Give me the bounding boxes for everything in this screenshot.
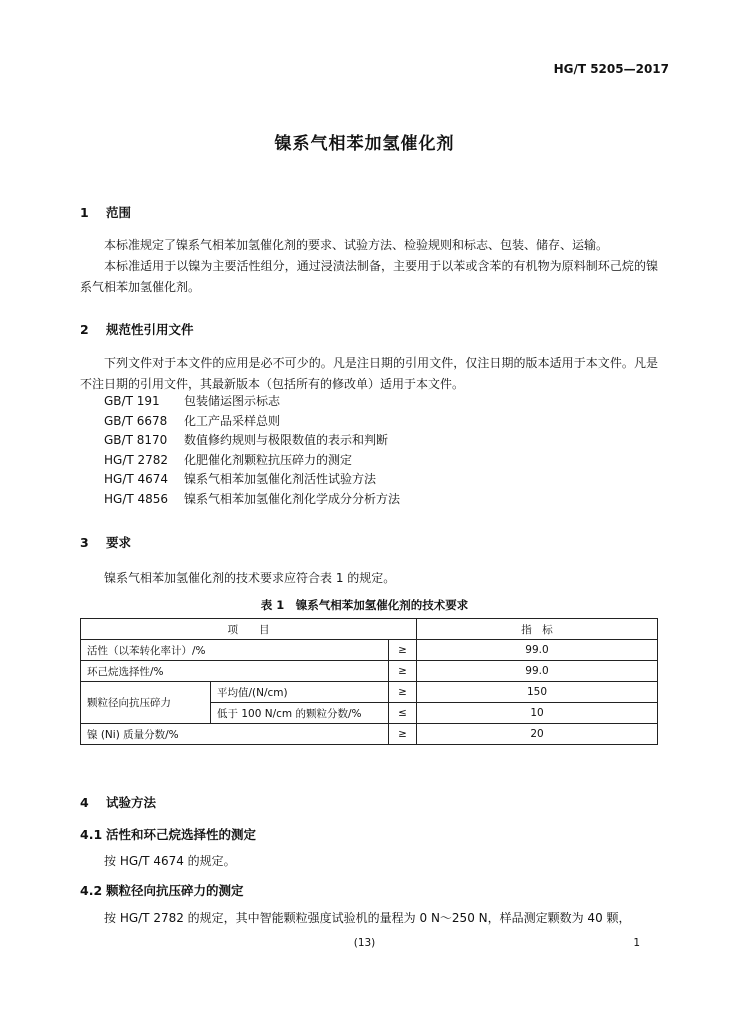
reference-item xyxy=(104,431,400,451)
row-value: 99.0 xyxy=(417,640,658,661)
table-header-row xyxy=(81,619,658,640)
reference-title: 镍系气相苯加氢催化剂化学成分分析方法 xyxy=(184,491,401,506)
section-1-paragraph-2: 本标准适用于以镍为主要活性组分，通过浸渍法制备，主要用于以苯或含苯的有机物为原料制环己烷的镍系气相苯加氢催化剂。 xyxy=(80,259,658,294)
section-title: 范围 xyxy=(106,205,132,220)
row-sublabel: 平均值/(N/cm) xyxy=(211,682,389,703)
row-symbol: ≥ xyxy=(389,724,417,745)
section-title: 活性和环己烷选择性的测定 xyxy=(106,827,257,842)
section-4-1-heading xyxy=(80,825,256,843)
row-symbol: ≥ xyxy=(389,661,417,682)
row-symbol: ≥ xyxy=(389,682,417,703)
reference-item xyxy=(104,392,400,412)
section-number: 4 xyxy=(80,795,89,810)
page-number: 1 xyxy=(633,937,640,949)
reference-title: 数值修约规则与极限数值的表示和判断 xyxy=(184,433,389,447)
header-item: 项 目 xyxy=(81,619,417,640)
row-group-label: 颗粒径向抗压碎力 xyxy=(81,682,211,724)
section-1-paragraph-1: 本标准规定了镍系气相苯加氢催化剂的要求、试验方法、检验规则和标志、包装、储存、运输。 xyxy=(104,238,609,252)
section-title: 试验方法 xyxy=(106,795,157,810)
reference-title: 化肥催化剂颗粒抗压碎力的测定 xyxy=(184,452,353,467)
section-4-heading xyxy=(80,793,156,811)
reference-code: HG/T 4856 xyxy=(104,491,169,506)
reference-title: 包装储运图示标志 xyxy=(184,394,281,408)
section-4-2-paragraph: 按 HG/T 2782 的规定，其中智能颗粒强度试验机的量程为 0 N～250 N，样品测定颗数为 40 颗， xyxy=(104,911,631,925)
table-row xyxy=(81,724,658,745)
reference-code: HG/T 4674 xyxy=(104,472,169,486)
page-bracket-number: (13) xyxy=(353,937,376,949)
reference-item xyxy=(104,451,400,471)
reference-item xyxy=(104,412,400,432)
requirements-table xyxy=(80,618,658,745)
section-title: 规范性引用文件 xyxy=(106,322,194,337)
row-symbol: ≥ xyxy=(389,640,417,661)
row-label: 环己烷选择性/% xyxy=(81,661,389,682)
row-label: 活性（以苯转化率计）/% xyxy=(81,640,389,661)
section-number: 2 xyxy=(80,322,89,337)
table-row xyxy=(81,661,658,682)
row-value: 150 xyxy=(417,682,658,703)
reference-title: 镍系气相苯加氢催化剂活性试验方法 xyxy=(184,472,377,486)
table-row xyxy=(81,682,658,703)
section-1-heading xyxy=(80,203,131,221)
row-value: 20 xyxy=(417,724,658,745)
section-number: 4.1 xyxy=(80,827,103,842)
section-2-paragraph-1: 下列文件对于本文件的应用是必不可少的。凡是注日期的引用文件，仅注日期的版本适用于本文件。凡是不注日期的引用文件，其最新版本（包括所有的修改单）适用于本文件。 xyxy=(80,356,658,391)
standard-code: HG/T 5205—2017 xyxy=(553,62,669,76)
section-number: 3 xyxy=(80,535,89,550)
row-label: 镍 (Ni) 质量分数/% xyxy=(81,724,389,745)
reference-code: GB/T 6678 xyxy=(104,413,168,428)
reference-code: GB/T 8170 xyxy=(104,433,168,447)
row-symbol: ≤ xyxy=(389,703,417,724)
section-title: 颗粒径向抗压碎力的测定 xyxy=(106,883,244,898)
section-4-2-heading xyxy=(80,881,244,899)
reference-code: GB/T 191 xyxy=(104,394,160,408)
section-number: 1 xyxy=(80,205,89,220)
section-title: 要求 xyxy=(106,535,132,550)
reference-list xyxy=(104,392,400,509)
section-2-heading xyxy=(80,320,194,338)
reference-code: HG/T 2782 xyxy=(104,452,169,467)
section-number: 4.2 xyxy=(80,883,103,898)
row-value: 10 xyxy=(417,703,658,724)
table-caption: 表 1 镍系气相苯加氢催化剂的技术要求 xyxy=(260,598,469,612)
section-4-1-paragraph: 按 HG/T 4674 的规定。 xyxy=(104,854,236,868)
document-title: 镍系气相苯加氢催化剂 xyxy=(274,134,455,154)
reference-title: 化工产品采样总则 xyxy=(184,413,281,428)
reference-item xyxy=(104,490,400,510)
reference-item xyxy=(104,470,400,490)
header-value: 指 标 xyxy=(417,619,658,640)
row-value: 99.0 xyxy=(417,661,658,682)
row-sublabel: 低于 100 N/cm 的颗粒分数/% xyxy=(211,703,389,724)
section-3-paragraph-1: 镍系气相苯加氢催化剂的技术要求应符合表 1 的规定。 xyxy=(104,571,396,585)
table-row xyxy=(81,640,658,661)
section-3-heading xyxy=(80,533,131,551)
